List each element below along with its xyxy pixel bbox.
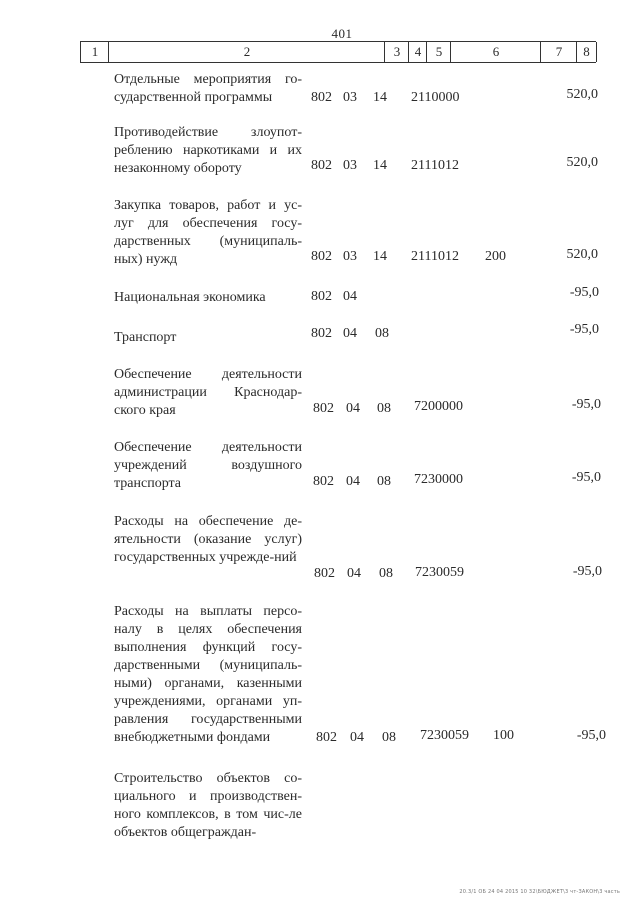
cell-csr: 7200000 [414, 399, 463, 414]
cell-ved: 802 [311, 90, 332, 105]
row-description: Расходы на выплаты персо-налу в целях обеспечения выполнения функций госу-дарственными (муниципаль-ными) органами, казенными учреждениями, органами уп-равления государственными внебюджетными фондами [114, 604, 302, 745]
header-col-8: 8 [576, 42, 597, 62]
cell-sum: 520,0 [566, 247, 598, 262]
cell-rz: 04 [343, 326, 357, 341]
table-header [80, 41, 596, 63]
cell-csr: 2110000 [411, 90, 460, 105]
cell-pr: 08 [382, 730, 396, 745]
cell-rz: 04 [347, 566, 361, 581]
cell-ved: 802 [313, 401, 334, 416]
cell-sum: -95,0 [572, 564, 602, 579]
cell-csr: 7230000 [414, 472, 463, 487]
cell-ved: 802 [314, 566, 335, 581]
cell-sum: 520,0 [566, 87, 598, 102]
cell-sum: -95,0 [569, 322, 599, 337]
cell-sum: -95,0 [569, 285, 599, 300]
header-col-7: 7 [540, 42, 577, 62]
header-col-5: 5 [426, 42, 451, 62]
header-col-2: 2 [108, 42, 385, 62]
cell-csr: 7230059 [415, 565, 464, 580]
row-description: Противодействие злоупот-реблению наркотиками и их незаконному обороту [114, 125, 302, 176]
cell-pr: 08 [377, 474, 391, 489]
cell-ved: 802 [313, 474, 334, 489]
footer-file-path: 20.3/1 ОБ 24 04 2015 10 32\БЮДЖЕТ\3 чт-ЗАКОН\3 часть [459, 889, 620, 895]
row-description: Обеспечение деятельности администрации Краснодар-ского края [114, 367, 302, 418]
cell-rz: 04 [343, 289, 357, 304]
cell-pr: 14 [373, 90, 387, 105]
page-number: 401 [331, 26, 353, 41]
cell-pr: 14 [373, 158, 387, 173]
cell-ved: 802 [311, 289, 332, 304]
cell-pr: 08 [379, 566, 393, 581]
cell-pr: 14 [373, 249, 387, 264]
cell-csr: 2111012 [411, 249, 459, 264]
cell-rz: 04 [346, 474, 360, 489]
cell-sum: -95,0 [576, 728, 606, 743]
cell-sum: 520,0 [566, 155, 598, 170]
row-description: Расходы на обеспечение де-ятельности (оказание услуг) государственных учрежде-ний [114, 514, 302, 565]
row-description: Строительство объектов со-циального и производствен-ного комплексов, в том чис-ле объектов общеграждан- [114, 771, 302, 840]
cell-sum: -95,0 [571, 470, 601, 485]
cell-ved: 802 [316, 730, 337, 745]
header-col-1: 1 [80, 42, 109, 62]
cell-vr: 200 [485, 249, 506, 264]
cell-sum: -95,0 [571, 397, 601, 412]
cell-csr: 2111012 [411, 158, 459, 173]
cell-vr: 100 [493, 728, 514, 743]
cell-ved: 802 [311, 158, 332, 173]
row-description: Транспорт [114, 330, 177, 345]
cell-ved: 802 [311, 326, 332, 341]
header-col-4: 4 [408, 42, 427, 62]
cell-rz: 03 [343, 90, 357, 105]
cell-rz: 04 [350, 730, 364, 745]
header-col-3: 3 [384, 42, 409, 62]
cell-csr: 7230059 [420, 728, 469, 743]
cell-ved: 802 [311, 249, 332, 264]
row-description: Обеспечение деятельности учреждений воздушного транспорта [114, 440, 302, 491]
cell-pr: 08 [377, 401, 391, 416]
cell-pr: 08 [375, 326, 389, 341]
cell-rz: 03 [343, 249, 357, 264]
row-description: Закупка товаров, работ и ус-луг для обеспечения госу-дарственных (муниципаль-ных) нужд [114, 198, 302, 267]
cell-rz: 04 [346, 401, 360, 416]
row-description: Национальная экономика [114, 290, 266, 305]
cell-rz: 03 [343, 158, 357, 173]
header-col-6: 6 [450, 42, 541, 62]
row-description: Отдельные мероприятия го-сударственной программы [114, 72, 302, 105]
